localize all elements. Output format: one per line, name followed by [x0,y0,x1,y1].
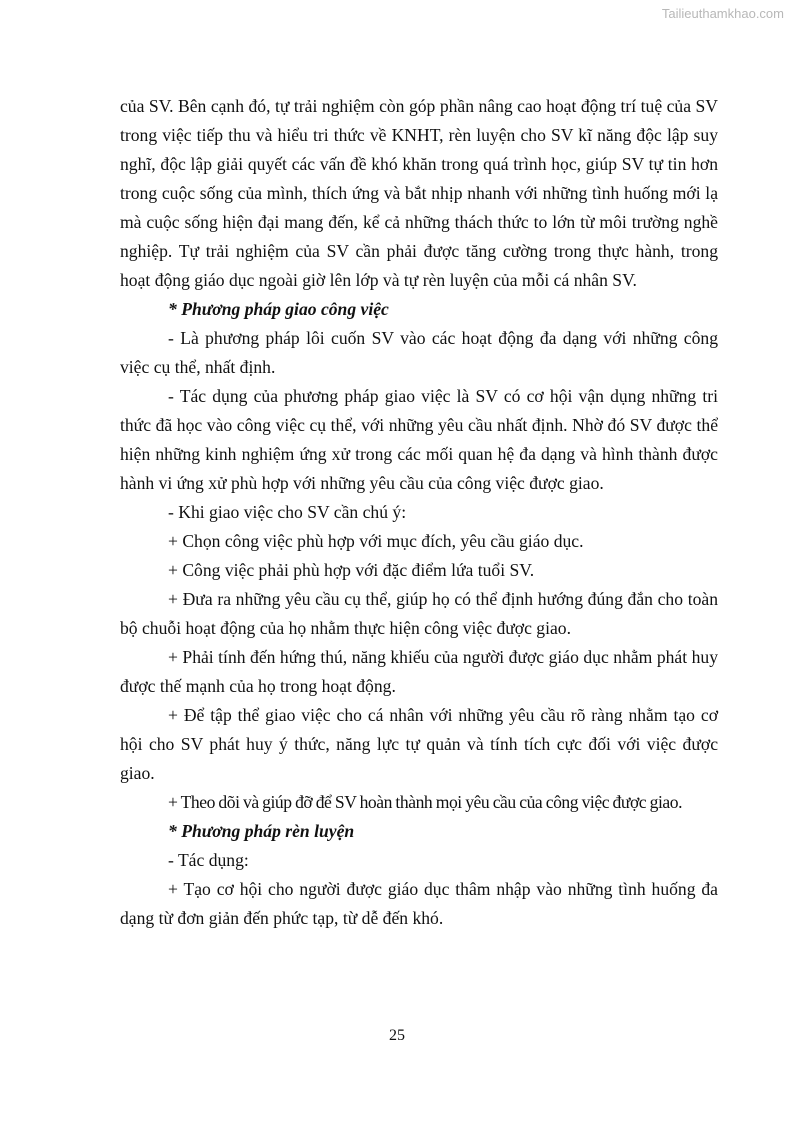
list-item-5: + Để tập thể giao việc cho cá nhân với những yêu cầu rõ ràng nhằm tạo cơ hội cho SV phát huy ý thức, năng lực tự quản và tính tích cực đối với việc được giao. [120,705,718,783]
paragraph-tac-dung: - Tác dụng: [168,850,249,870]
document-body [120,92,718,933]
list-item-3: + Đưa ra những yêu cầu cụ thể, giúp họ có thể định hướng đúng đắn cho toàn bộ chuỗi hoạt động của họ nhằm thực hiện công việc được giao. [120,589,718,638]
section-heading-ren-luyen: * Phương pháp rèn luyện [168,821,355,841]
paragraph-2: - Là phương pháp lôi cuốn SV vào các hoạt động đa dạng với những công việc cụ thể, nhất định. [120,328,718,377]
list-item-1: + Chọn công việc phù hợp với mục đích, yêu cầu giáo dục. [168,531,584,551]
section-heading-giao-cong-viec: * Phương pháp giao công việc [168,299,389,319]
list-item-4: + Phải tính đến hứng thú, năng khiếu của người được giáo dục nhằm phát huy được thế mạnh của họ trong hoạt động. [120,647,718,696]
watermark-text: Tailieuthamkhao.com [661,6,784,21]
page-number: 25 [389,1027,405,1044]
paragraph-3: - Tác dụng của phương pháp giao việc là SV có cơ hội vận dụng những tri thức đã học vào công việc cụ thể, với những yêu cầu nhất định. Nhờ đó SV được thể hiện những kinh nghiệm ứng xử trong các mối quan hệ đa dạng và hình thành được hành vi ứng xử phù hợp với những yêu cầu của công việc được giao. [120,386,718,493]
list-item-7: + Tạo cơ hội cho người được giáo dục thâm nhập vào những tình huống đa dạng từ đơn giản đến phức tạp, từ dễ đến khó. [120,879,718,928]
list-item-2: + Công việc phải phù hợp với đặc điểm lứa tuổi SV. [168,560,535,580]
paragraph-4: - Khi giao việc cho SV cần chú ý: [168,502,407,522]
paragraph-1: của SV. Bên cạnh đó, tự trải nghiệm còn góp phần nâng cao hoạt động trí tuệ của SV trong việc tiếp thu và hiểu tri thức về KNHT, rèn luyện cho SV kĩ năng độc lập suy nghĩ, độc lập giải quyết các vấn đề khó khăn trong quá trình học, giúp SV tự tin hơn trong cuộc sống của mình, thích ứng và bắt nhịp nhanh với những tình huống mới lạ mà cuộc sống hiện đại mang đến, kể cả những thách thức to lớn từ môi trường nghề nghiệp. Tự trải nghiệm của SV cần phải được tăng cường trong thực hành, trong hoạt động giáo dục ngoài giờ lên lớp và tự rèn luyện của mỗi cá nhân SV. [120,96,718,290]
list-item-6: + Theo dõi và giúp đỡ để SV hoàn thành mọi yêu cầu của công việc được giao. [168,792,683,812]
